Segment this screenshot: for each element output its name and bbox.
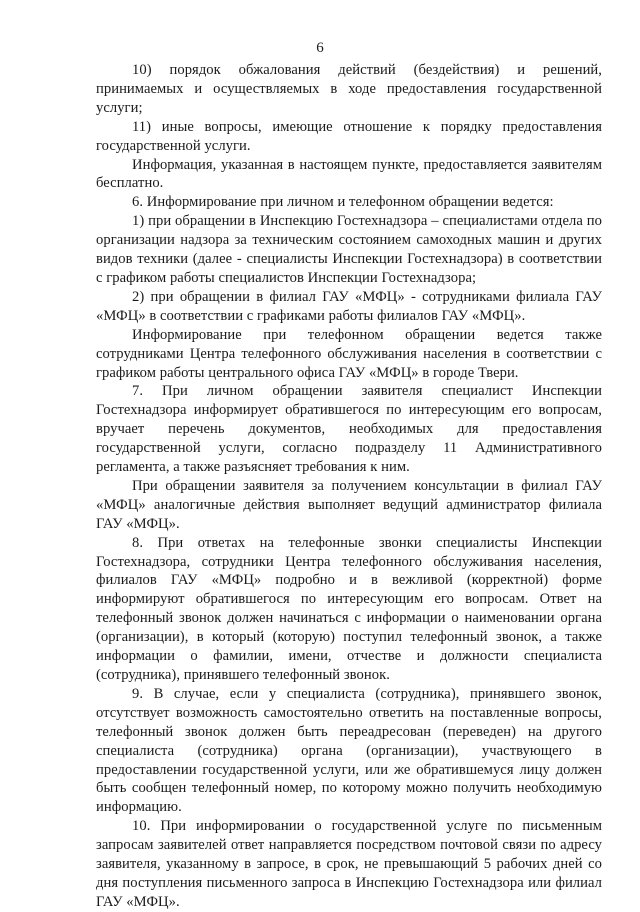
paragraph-6-informing: 6. Информирование при личном и телефонном обращении ведется:	[132, 194, 554, 211]
paragraph-7-personal-visit: 7. При личном обращении заявителя специалист Инспекции Гостехнадзора информирует обратившегося по интересующим его вопросам, вручает перечень документов, необходимых для предоставления государственной услуги, согласно подразделу 11 Административного регламента, а также разъясняет требования к ним.	[96, 383, 602, 476]
paragraph-phone-center: Информирование при телефонном обращении ведется также сотрудниками Центра телефонного обслуживания населения в соответствии с графиком работы центрального офиса ГАУ «МФЦ» в городе Твери.	[96, 326, 602, 381]
paragraph-item-11-other-questions: 11) иные вопросы, имеющие отношение к порядку предоставления государственной услуги.	[96, 118, 602, 154]
paragraph-10-written-requests: 10. При информировании о государственной услуге по письменным запросам заявителей ответ направляется посредством почтовой связи по адресу заявителя, указанному в запросе, в срок, не превышающий 5 рабочих дней со дня поступления письменного запроса в Инспекцию Гостехнадзора или филиал ГАУ «МФЦ».	[96, 818, 602, 910]
page-number: 6	[316, 40, 324, 56]
document-body	[96, 61, 602, 912]
paragraph-6-1-inspection: 1) при обращении в Инспекцию Гостехнадзора – специалистами отдела по организации надзора за техническим состоянием самоходных машин и других видов техники (далее - специалисты Инспекции Гостехнадзора) в соответствии с графиком работы специалистов Инспекции Гостехнадзора;	[96, 213, 602, 286]
paragraph-free-information: Информация, указанная в настоящем пункте, предоставляется заявителям бесплатно.	[96, 156, 602, 192]
paragraph-mfc-consultation: При обращении заявителя за получением консультации в филиал ГАУ «МФЦ» аналогичные действия выполняет ведущий администратор филиала ГАУ «МФЦ».	[96, 477, 602, 532]
paragraph-9-call-redirect: 9. В случае, если у специалиста (сотрудника), принявшего звонок, отсутствует возможность самостоятельно ответить на поставленные вопросы, телефонный звонок должен быть переадресован (переведен) на другого специалиста (сотрудника) органа (организации), участвующего в предоставлении государственной услуги, или же обратившемуся лицу должен быть сообщен телефонный номер, по которому можно получить необходимую информацию.	[96, 685, 602, 816]
paragraph-item-10-appeal-procedure: 10) порядок обжалования действий (бездействия) и решений, принимаемых и осуществляемых в ходе предоставления государственной услуги;	[96, 62, 602, 116]
paragraph-8-phone-calls: 8. При ответах на телефонные звонки специалисты Инспекции Гостехнадзора, сотрудники Центра телефонного обслуживания населения, филиалов ГАУ «МФЦ» подробно и в вежливой (корректной) форме информируют обратившегося по интересующим его вопросам. Ответ на телефонный звонок должен начинаться с информации о наименовании органа (организации), в который (которую) поступил телефонный звонок, а также информации о фамилии, имени, отчестве и должности специалиста (сотрудника), принявшего телефонный звонок.	[96, 534, 602, 683]
paragraph-6-2-mfc-branch: 2) при обращении в филиал ГАУ «МФЦ» - сотрудниками филиала ГАУ «МФЦ» в соответствии с графиками работы филиалов ГАУ «МФЦ».	[96, 288, 602, 324]
